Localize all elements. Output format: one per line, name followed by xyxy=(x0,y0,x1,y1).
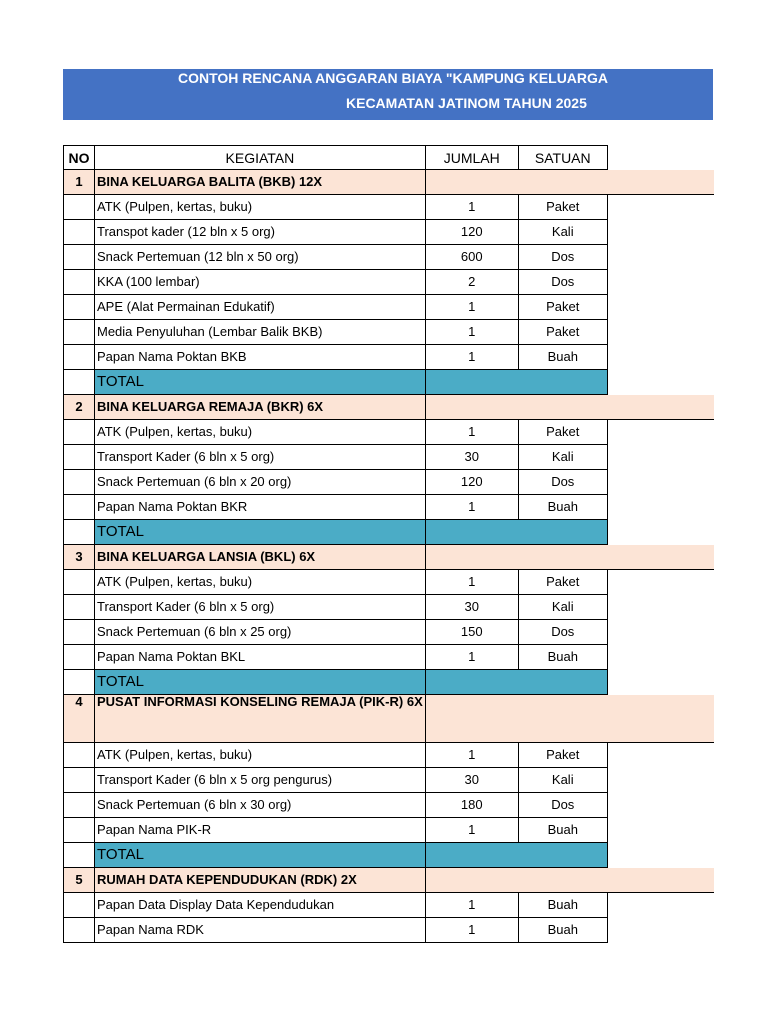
section-number: 1 xyxy=(64,170,95,195)
row-kegiatan: Papan Nama PIK-R xyxy=(95,818,426,843)
row-spacer xyxy=(607,595,714,620)
row-spacer xyxy=(607,345,714,370)
row-kegiatan: Media Penyuluhan (Lembar Balik BKB) xyxy=(95,320,426,345)
row-satuan: Dos xyxy=(518,270,607,295)
table-row xyxy=(64,595,715,620)
row-number-cell xyxy=(64,495,95,520)
title-banner xyxy=(63,69,713,120)
section-row xyxy=(64,545,715,570)
table-row xyxy=(64,345,715,370)
row-kegiatan: APE (Alat Permainan Edukatif) xyxy=(95,295,426,320)
section-row xyxy=(64,695,715,743)
row-jumlah: 120 xyxy=(425,220,518,245)
row-satuan: Buah xyxy=(518,818,607,843)
row-kegiatan: ATK (Pulpen, kertas, buku) xyxy=(95,195,426,220)
row-spacer xyxy=(607,470,714,495)
row-satuan: Paket xyxy=(518,743,607,768)
row-spacer xyxy=(607,620,714,645)
section-number: 3 xyxy=(64,545,95,570)
row-kegiatan: Transport Kader (6 bln x 5 org) xyxy=(95,445,426,470)
row-spacer xyxy=(607,195,714,220)
section-number: 4 xyxy=(64,695,95,743)
row-spacer xyxy=(607,570,714,595)
row-kegiatan: Snack Pertemuan (6 bln x 20 org) xyxy=(95,470,426,495)
header-jumlah: JUMLAH xyxy=(425,146,518,170)
row-spacer xyxy=(607,245,714,270)
total-fill xyxy=(425,843,607,868)
section-name: BINA KELUARGA BALITA (BKB) 12X xyxy=(95,170,426,195)
row-satuan: Paket xyxy=(518,195,607,220)
section-row xyxy=(64,395,715,420)
row-kegiatan: Papan Data Display Data Kependudukan xyxy=(95,893,426,918)
header-no: NO xyxy=(64,146,95,170)
total-label: TOTAL xyxy=(95,670,426,695)
table-row xyxy=(64,470,715,495)
row-spacer xyxy=(607,495,714,520)
row-number-cell xyxy=(64,345,95,370)
row-kegiatan: Snack Pertemuan (6 bln x 30 org) xyxy=(95,793,426,818)
budget-table xyxy=(63,145,714,943)
row-number-cell xyxy=(64,420,95,445)
row-spacer xyxy=(607,918,714,943)
row-spacer xyxy=(607,893,714,918)
row-jumlah: 1 xyxy=(425,195,518,220)
row-jumlah: 1 xyxy=(425,818,518,843)
row-satuan: Paket xyxy=(518,570,607,595)
section-fill xyxy=(425,695,714,743)
table-row xyxy=(64,570,715,595)
row-jumlah: 600 xyxy=(425,245,518,270)
total-fill xyxy=(425,670,607,695)
table-row xyxy=(64,195,715,220)
row-number-cell xyxy=(64,768,95,793)
table-row xyxy=(64,320,715,345)
total-row xyxy=(64,370,715,395)
section-name: PUSAT INFORMASI KONSELING REMAJA (PIK-R) 6X xyxy=(95,695,426,743)
row-jumlah: 1 xyxy=(425,320,518,345)
row-jumlah: 30 xyxy=(425,445,518,470)
section-fill xyxy=(425,395,714,420)
row-number-cell xyxy=(64,918,95,943)
row-kegiatan: ATK (Pulpen, kertas, buku) xyxy=(95,420,426,445)
section-row xyxy=(64,868,715,893)
row-spacer xyxy=(607,270,714,295)
row-spacer xyxy=(607,645,714,670)
row-number-cell xyxy=(64,320,95,345)
row-satuan: Buah xyxy=(518,645,607,670)
table-row xyxy=(64,295,715,320)
row-spacer xyxy=(607,220,714,245)
row-kegiatan: KKA (100 lembar) xyxy=(95,270,426,295)
row-jumlah: 1 xyxy=(425,420,518,445)
row-number-cell xyxy=(64,470,95,495)
total-label: TOTAL xyxy=(95,370,426,395)
table-row xyxy=(64,893,715,918)
row-kegiatan: Papan Nama Poktan BKB xyxy=(95,345,426,370)
row-jumlah: 1 xyxy=(425,295,518,320)
row-jumlah: 1 xyxy=(425,918,518,943)
total-number-cell xyxy=(64,370,95,395)
row-satuan: Dos xyxy=(518,620,607,645)
total-row xyxy=(64,520,715,545)
row-jumlah: 1 xyxy=(425,645,518,670)
row-number-cell xyxy=(64,445,95,470)
row-number-cell xyxy=(64,818,95,843)
total-spacer xyxy=(607,843,714,868)
row-spacer xyxy=(607,743,714,768)
row-spacer xyxy=(607,295,714,320)
row-number-cell xyxy=(64,793,95,818)
row-spacer xyxy=(607,768,714,793)
row-satuan: Dos xyxy=(518,793,607,818)
total-row xyxy=(64,843,715,868)
row-number-cell xyxy=(64,245,95,270)
row-satuan: Buah xyxy=(518,918,607,943)
section-name: BINA KELUARGA LANSIA (BKL) 6X xyxy=(95,545,426,570)
row-jumlah: 1 xyxy=(425,743,518,768)
row-satuan: Kali xyxy=(518,220,607,245)
header-row xyxy=(64,146,715,170)
row-kegiatan: ATK (Pulpen, kertas, buku) xyxy=(95,570,426,595)
section-name: RUMAH DATA KEPENDUDUKAN (RDK) 2X xyxy=(95,868,426,893)
row-kegiatan: Snack Pertemuan (6 bln x 25 org) xyxy=(95,620,426,645)
total-label: TOTAL xyxy=(95,520,426,545)
row-spacer xyxy=(607,818,714,843)
table-row xyxy=(64,768,715,793)
row-satuan: Kali xyxy=(518,445,607,470)
row-jumlah: 1 xyxy=(425,570,518,595)
total-row xyxy=(64,670,715,695)
total-spacer xyxy=(607,370,714,395)
row-jumlah: 1 xyxy=(425,893,518,918)
row-jumlah: 120 xyxy=(425,470,518,495)
title-line-1: CONTOH RENCANA ANGGARAN BIAYA "KAMPUNG KELUARGA xyxy=(178,70,609,86)
row-satuan: Paket xyxy=(518,295,607,320)
row-kegiatan: Transpot kader (12 bln x 5 org) xyxy=(95,220,426,245)
row-kegiatan: ATK (Pulpen, kertas, buku) xyxy=(95,743,426,768)
row-jumlah: 30 xyxy=(425,768,518,793)
row-satuan: Paket xyxy=(518,320,607,345)
row-number-cell xyxy=(64,295,95,320)
section-name: BINA KELUARGA REMAJA (BKR) 6X xyxy=(95,395,426,420)
row-number-cell xyxy=(64,620,95,645)
total-label: TOTAL xyxy=(95,843,426,868)
section-number: 2 xyxy=(64,395,95,420)
row-number-cell xyxy=(64,270,95,295)
total-fill xyxy=(425,520,607,545)
table-row xyxy=(64,420,715,445)
budget-table-body xyxy=(64,146,715,943)
header-kegiatan: KEGIATAN xyxy=(95,146,426,170)
table-row xyxy=(64,495,715,520)
total-number-cell xyxy=(64,520,95,545)
row-spacer xyxy=(607,420,714,445)
row-satuan: Dos xyxy=(518,470,607,495)
row-number-cell xyxy=(64,645,95,670)
row-jumlah: 1 xyxy=(425,345,518,370)
section-number: 5 xyxy=(64,868,95,893)
row-jumlah: 1 xyxy=(425,495,518,520)
table-row xyxy=(64,645,715,670)
row-spacer xyxy=(607,320,714,345)
table-row xyxy=(64,445,715,470)
section-fill xyxy=(425,868,714,893)
section-fill xyxy=(425,170,714,195)
row-jumlah: 2 xyxy=(425,270,518,295)
row-kegiatan: Papan Nama RDK xyxy=(95,918,426,943)
row-kegiatan: Transport Kader (6 bln x 5 org) xyxy=(95,595,426,620)
table-row xyxy=(64,620,715,645)
row-number-cell xyxy=(64,220,95,245)
row-satuan: Kali xyxy=(518,768,607,793)
section-fill xyxy=(425,545,714,570)
row-satuan: Kali xyxy=(518,595,607,620)
row-kegiatan: Snack Pertemuan (12 bln x 50 org) xyxy=(95,245,426,270)
row-satuan: Buah xyxy=(518,495,607,520)
row-satuan: Paket xyxy=(518,420,607,445)
table-row xyxy=(64,270,715,295)
row-number-cell xyxy=(64,195,95,220)
row-number-cell xyxy=(64,570,95,595)
total-number-cell xyxy=(64,670,95,695)
table-row xyxy=(64,743,715,768)
row-satuan: Buah xyxy=(518,893,607,918)
table-row xyxy=(64,220,715,245)
row-kegiatan: Papan Nama Poktan BKL xyxy=(95,645,426,670)
table-row xyxy=(64,818,715,843)
header-spacer xyxy=(607,146,714,170)
row-jumlah: 30 xyxy=(425,595,518,620)
row-spacer xyxy=(607,793,714,818)
row-number-cell xyxy=(64,743,95,768)
table-row xyxy=(64,918,715,943)
table-row xyxy=(64,245,715,270)
title-line-2: KECAMATAN JATINOM TAHUN 2025 xyxy=(346,95,587,111)
row-jumlah: 150 xyxy=(425,620,518,645)
row-spacer xyxy=(607,445,714,470)
table-row xyxy=(64,793,715,818)
section-row xyxy=(64,170,715,195)
row-number-cell xyxy=(64,893,95,918)
row-jumlah: 180 xyxy=(425,793,518,818)
row-satuan: Buah xyxy=(518,345,607,370)
total-spacer xyxy=(607,520,714,545)
row-kegiatan: Transport Kader (6 bln x 5 org pengurus) xyxy=(95,768,426,793)
row-kegiatan: Papan Nama Poktan BKR xyxy=(95,495,426,520)
total-number-cell xyxy=(64,843,95,868)
row-number-cell xyxy=(64,595,95,620)
header-satuan: SATUAN xyxy=(518,146,607,170)
row-satuan: Dos xyxy=(518,245,607,270)
total-spacer xyxy=(607,670,714,695)
total-fill xyxy=(425,370,607,395)
